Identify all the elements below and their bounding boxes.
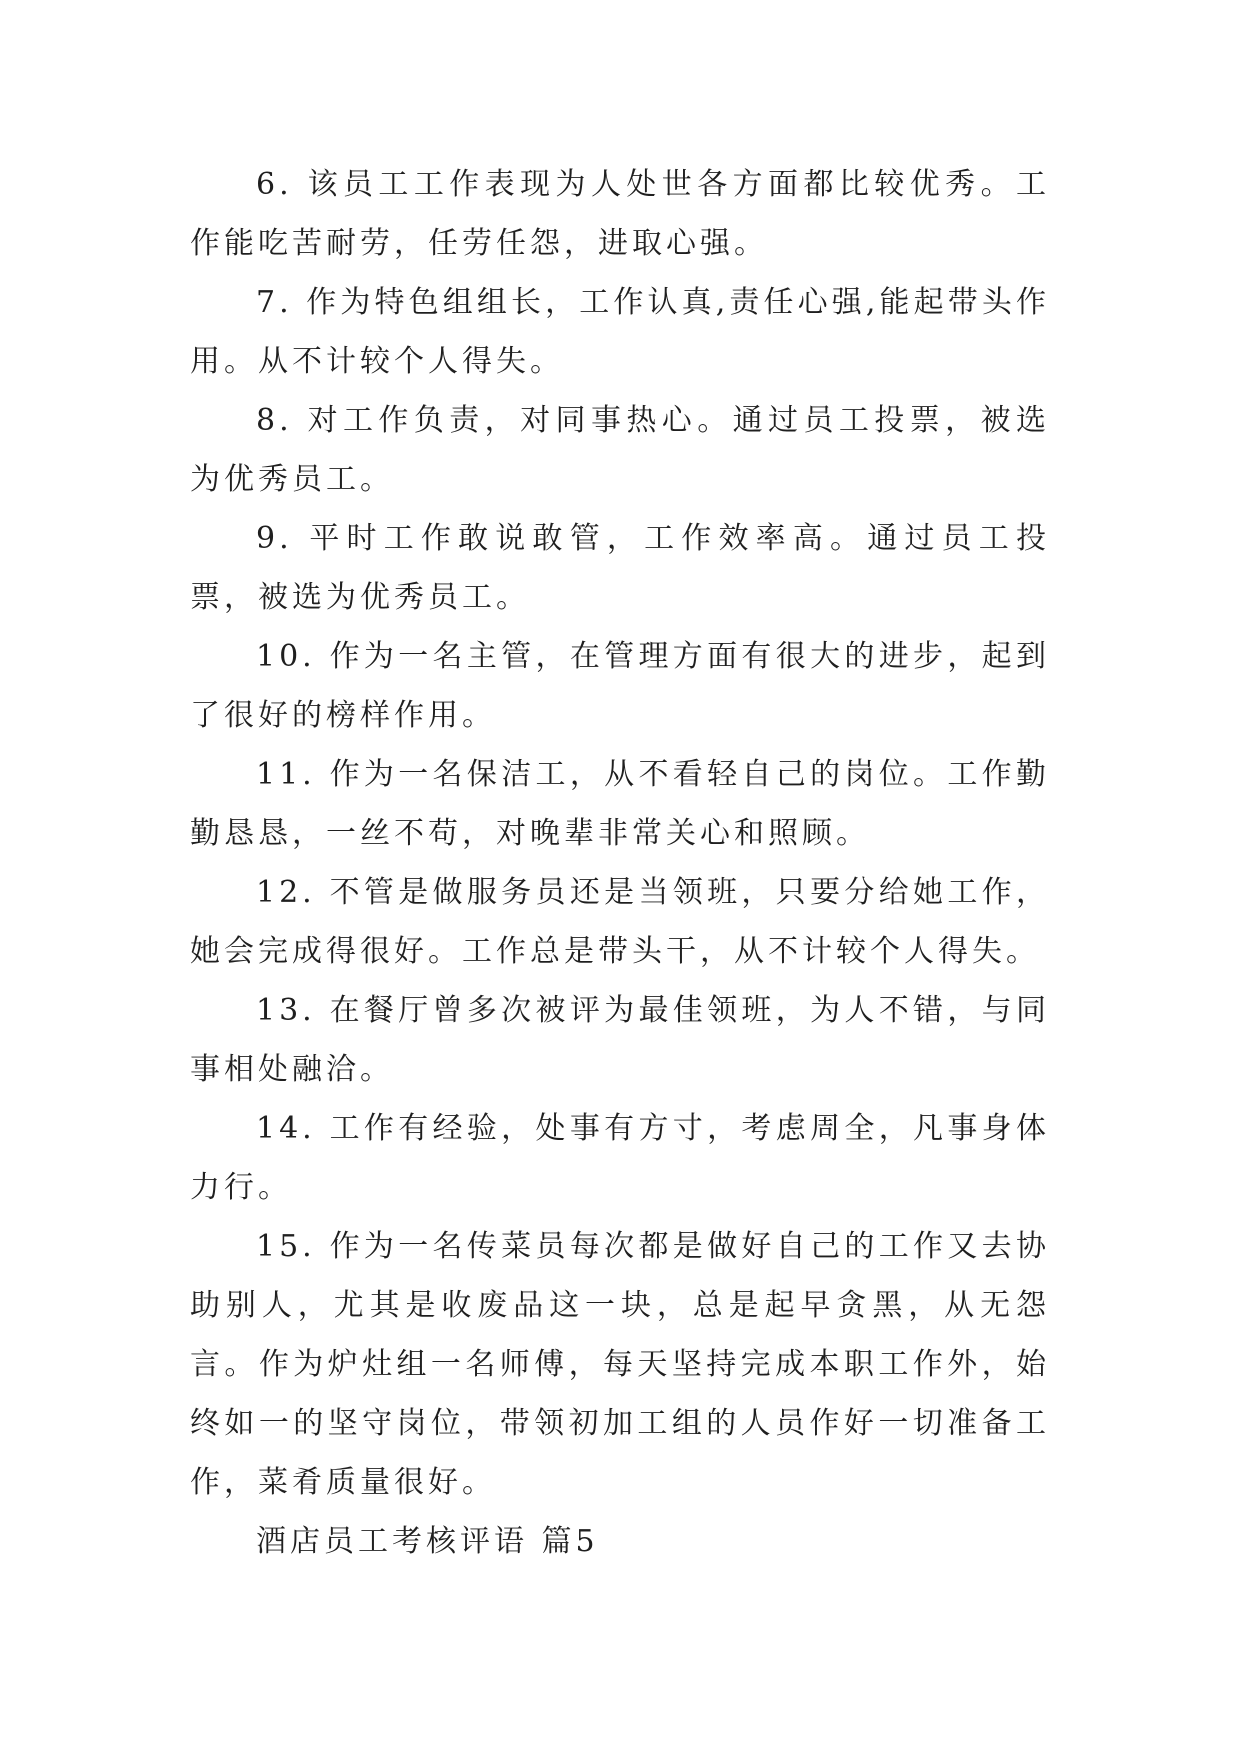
paragraph-item-7: 7. 作为特色组组长，工作认真,责任心强,能起带头作用。从不计较个人得失。 bbox=[190, 285, 1050, 379]
paragraph-item-15: 15. 作为一名传菜员每次都是做好自己的工作又去协助别人，尤其是收废品这一块，总是起早贪黑，从无怨言。作为炉灶组一名师傅，每天坚持完成本职工作外，始终如一的坚守岗位，带领初加工组的人员作好一切准备工作，菜肴质量很好。 bbox=[190, 1229, 1050, 1500]
section-heading: 酒店员工考核评语 篇5 bbox=[256, 1524, 599, 1559]
paragraph-item-14: 14. 工作有经验，处事有方寸，考虑周全，凡事身体力行。 bbox=[190, 1111, 1050, 1205]
paragraph-item-12: 12. 不管是做服务员还是当领班，只要分给她工作，她会完成得很好。工作总是带头干，从不计较个人得失。 bbox=[190, 875, 1050, 969]
paragraph-item-8: 8. 对工作负责，对同事热心。通过员工投票，被选为优秀员工。 bbox=[190, 403, 1050, 497]
document-body bbox=[190, 155, 1050, 1571]
paragraph-item-13: 13. 在餐厅曾多次被评为最佳领班，为人不错，与同事相处融洽。 bbox=[190, 993, 1050, 1087]
paragraph-item-9: 9. 平时工作敢说敢管，工作效率高。通过员工投票，被选为优秀员工。 bbox=[190, 521, 1050, 615]
paragraph-item-10: 10. 作为一名主管，在管理方面有很大的进步，起到了很好的榜样作用。 bbox=[190, 639, 1050, 733]
paragraph-item-11: 11. 作为一名保洁工，从不看轻自己的岗位。工作勤勤恳恳，一丝不苟，对晚辈非常关心和照顾。 bbox=[190, 757, 1050, 851]
paragraph-item-6: 6. 该员工工作表现为人处世各方面都比较优秀。工作能吃苦耐劳，任劳任怨，进取心强。 bbox=[190, 167, 1050, 261]
